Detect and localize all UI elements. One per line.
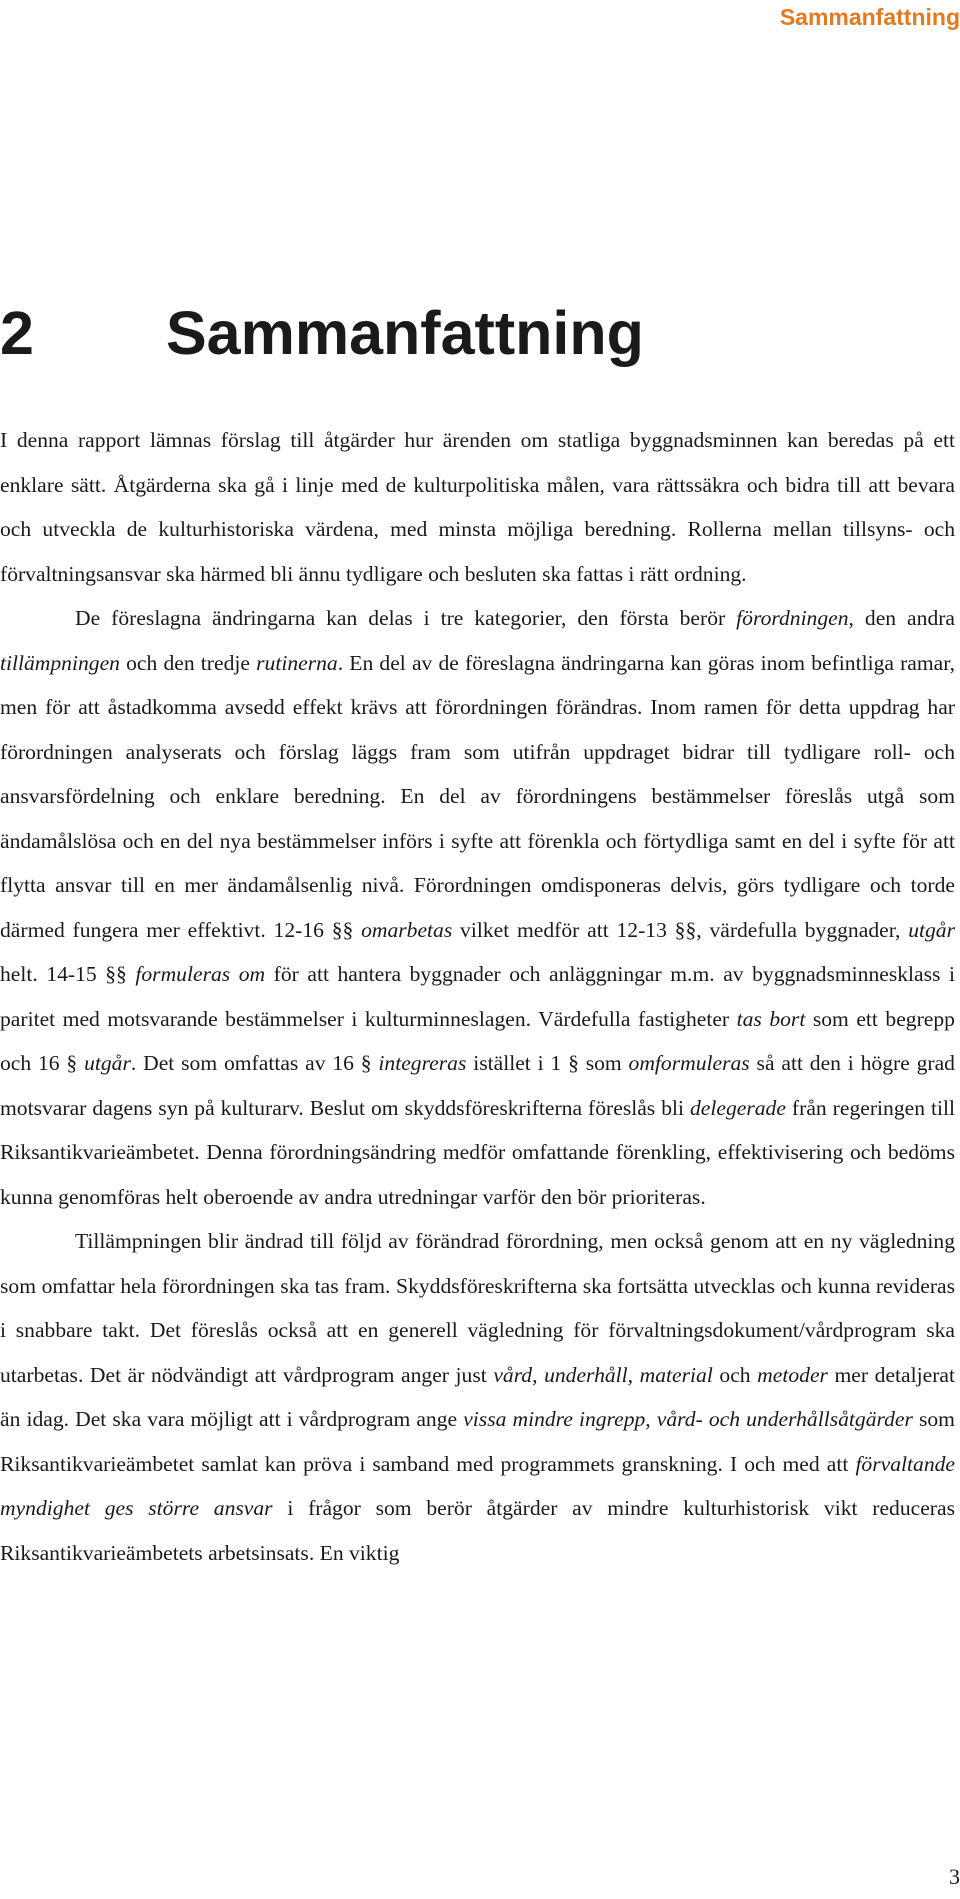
text-run: Tillämpningen blir ändrad till följd av förändrad förordning, men också genom att en ny vägledning som omfattar hela förordningen ska tas fram. Skyddsföreskrifterna ska fortsätta utvecklas och kunna revideras i snabbare takt. Det föreslås också att en generell vägledning för förvaltningsdokument/vårdprogram ska utarbetas. Det är nödvändigt att vårdprogram anger just	[0, 1229, 955, 1387]
text-run: i frågor som berör åtgärder av mindre kulturhistorisk vikt reduceras Riksantikvarieämbetets arbetsinsats. En viktig	[0, 1496, 955, 1565]
text-run: och den tredje	[119, 650, 257, 675]
text-run: för att hantera byggnader och anläggningar m.m. av byggnadsminnesklass i paritet med motsvarande bestämmelser i kulturminneslagen. Värdefulla fastigheter	[0, 962, 955, 1031]
text-run: De föreslagna ändringarna kan delas i tre kategorier, den första berör	[75, 606, 737, 630]
page-number: 3	[949, 1864, 960, 1889]
text-run: från regeringen till Riksantikvarieämbetet. Denna förordningsändring medför omfattande förenkling, effektivisering och bedöms kunna genomföras helt oberoende av andra utredningar varför den bör prioriteras.	[0, 1095, 956, 1209]
chapter-heading	[0, 298, 960, 368]
emphasized-text: delegerade	[690, 1095, 786, 1120]
emphasized-text: integreras	[378, 1051, 467, 1075]
text-run: . En del av de föreslagna ändringarna kan göras inom befintliga ramar, men för att åstadkomma avsedd effekt krävs att förordningen förändras. Inom ramen för detta uppdrag har förordningen analyserats och förslag läggs fram som utifrån uppdraget bidrar till tydligare roll- och ansvarsfördelning och enklare beredning. En del av förordningens bestämmelser föreslås utgå som ändamålslösa och en del nya bestämmelser införs i syfte att förenkla och förtydliga samt en del i syfte för att flytta ansvar till en mer ändamålsenlig nivå. Förordningen omdisponeras delvis, görs tydligare och torde därmed fungera mer effektivt. 12-16 §§	[0, 650, 955, 942]
text-run: . Det som omfattas av 16 §	[130, 1051, 379, 1075]
running-header: Sammanfattning	[779, 4, 960, 30]
emphasized-text: rutinerna	[256, 650, 338, 675]
text-run: I denna rapport lämnas förslag till åtgärder hur ärenden om statliga byggnadsminnen kan beredas på ett enklare sätt. Åtgärderna ska gå i linje med de kulturpolitiska målen, vara rättssäkra och bidra till att bevara och utveckla de kulturhistoriska värdena, med minsta möjliga beredning. Rollerna mellan tillsyns- och förvaltningsansvar ska härmed bli ännu tydligare och besluten ska fattas i rätt ordning.	[0, 428, 955, 586]
emphasized-text: utgår	[84, 1051, 131, 1075]
text-run: vilket medför att 12-13 §§, värdefulla byggnader,	[452, 917, 909, 942]
text-run: och	[712, 1362, 758, 1387]
emphasized-text: vissa mindre ingrepp, vård- och underhållsåtgärder	[463, 1407, 913, 1431]
text-run: så att den i högre grad motsvarar dagens syn på kulturarv. Beslut om skyddsföreskrifterna föreslås bli	[0, 1051, 955, 1120]
text-run: som ett begrepp och 16 §	[0, 1006, 955, 1075]
emphasized-text: tillämpningen	[0, 650, 120, 675]
text-run: helt. 14-15 §§	[0, 962, 136, 986]
emphasized-text: metoder	[757, 1362, 828, 1387]
emphasized-text: formuleras om	[135, 962, 266, 986]
text-run: istället i 1 § som	[466, 1051, 629, 1075]
emphasized-text: tas bort	[736, 1006, 806, 1031]
emphasized-text: förordningen	[736, 606, 849, 630]
emphasized-text: utgår	[908, 917, 955, 942]
paragraph-1	[0, 418, 955, 596]
text-run: mer detaljerat än idag. Det ska vara möjligt att i vårdprogram ange	[0, 1362, 955, 1431]
emphasized-text: vård, underhåll, material	[493, 1362, 713, 1387]
body-text	[0, 418, 955, 1575]
paragraph-2	[0, 596, 955, 1219]
chapter-number: 2	[0, 299, 34, 367]
emphasized-text: omformuleras	[628, 1051, 750, 1075]
text-run: som Riksantikvarieämbetet samlat kan pröva i samband med programmets granskning. I och med att	[0, 1407, 955, 1476]
text-run: , den andra	[848, 606, 956, 630]
paragraph-3	[0, 1219, 955, 1575]
chapter-title: Sammanfattning	[166, 299, 644, 367]
emphasized-text: förvaltande myndighet ges större ansvar	[0, 1451, 955, 1520]
emphasized-text: omarbetas	[361, 917, 453, 942]
